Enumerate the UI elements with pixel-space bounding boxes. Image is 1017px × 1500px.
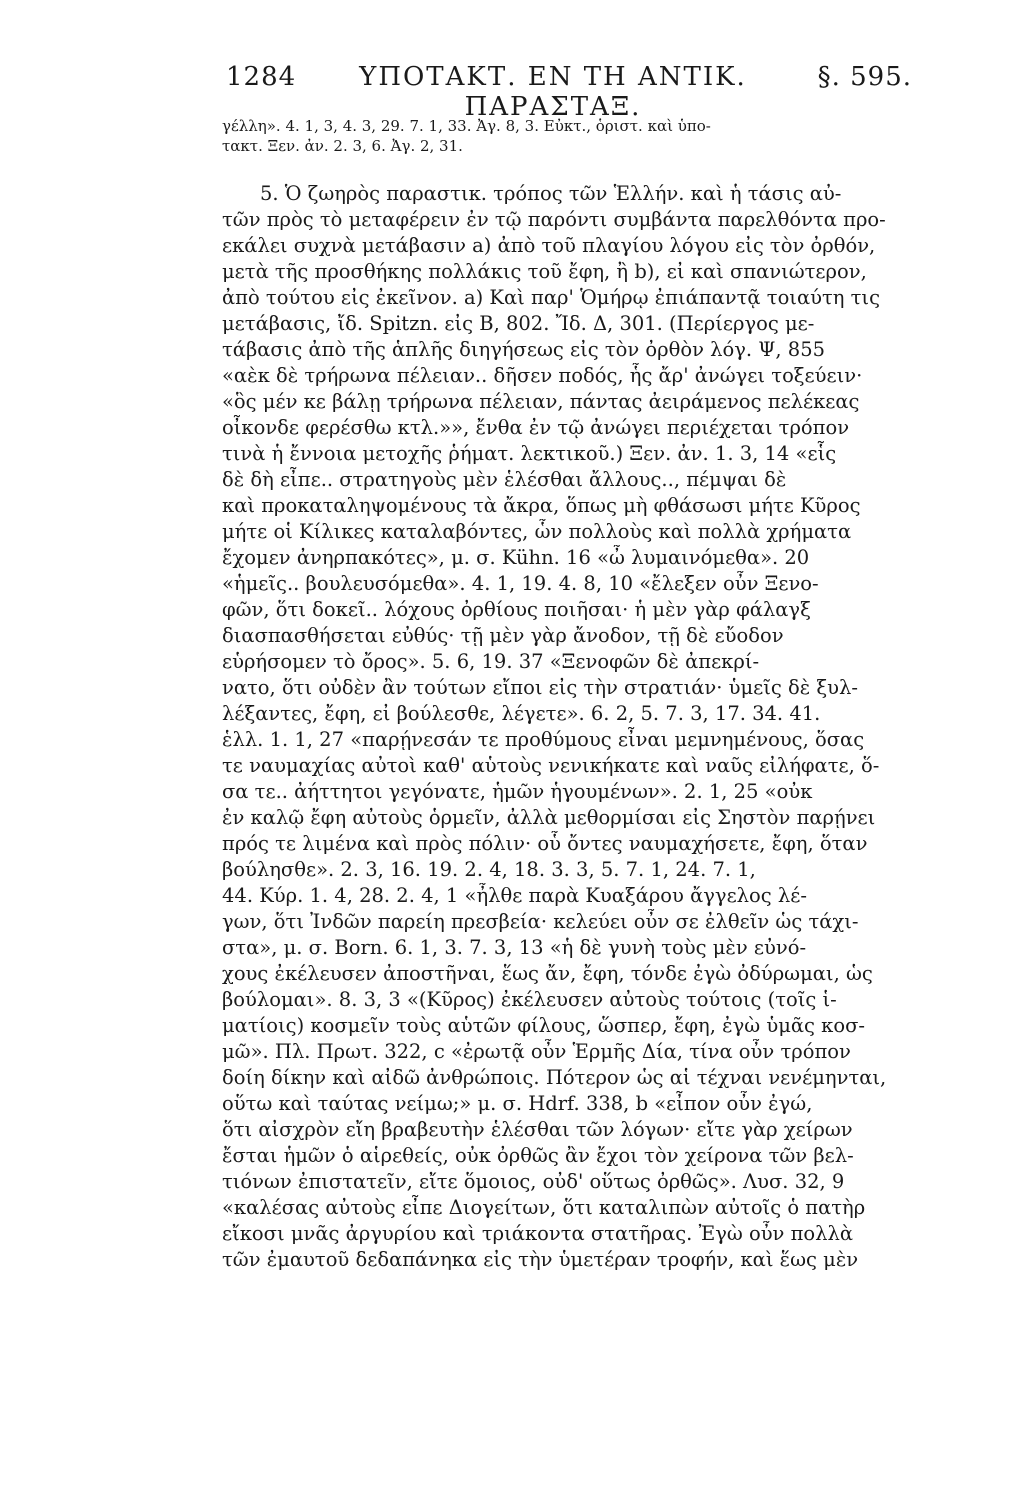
text-line: στα», μ. σ. Born. 6. 1, 3. 7. 3, 13 «ἡ δὲ γυνὴ τοὺς μὲν εὐνό- [222,936,807,959]
text-line: ἐν καλῷ ἔφη αὐτοὺς ὁρμεῖν, ἀλλὰ μεθορμίσαι εἰς Σηστὸν παρῄνει [222,806,876,829]
text-line: δοίη δίκην καὶ αἰδῶ ἀνθρώποις. Πότερον ὡς αἱ τέχναι νενέμηνται, [222,1066,887,1089]
text-line: λέξαντες, ἔφη, εἰ βούλεσθε, λέγετε». 6. 2, 5. 7. 3, 17. 34. 41. [222,702,821,725]
text-line: γων, ὅτι Ἰνδῶν παρείη πρεσβεία· κελεύει οὖν σε ἐλθεῖν ὡς τάχι- [222,910,859,933]
text-line: «αὲκ δὲ τρήρωνα πέλειαν.. δῆσεν ποδός, ἧς ἄρ' ἀνώγει τοξεύειν· [222,364,863,387]
body-text [222,181,912,1299]
text-line [222,1273,912,1299]
text-line: τάβασις ἀπὸ τῆς ἁπλῆς διηγήσεως εἰς τὸν ὀρθὸν λόγ. Ψ, 855 [222,338,826,361]
text-line: ἑλλ. 1. 1, 27 «παρῄνεσάν τε προθύμους εἶναι μεμνημένους, ὅσας [222,728,865,751]
section-reference: §. 595. [817,62,912,92]
text-line: μῶ». Πλ. Πρωτ. 322, c «ἐρωτᾷ οὖν Ἑρμῆς Δία, τίνα οὖν τρόπον [222,1040,851,1063]
text-line: πρός τε λιμένα καὶ πρὸς πόλιν· οὗ ὄντες ναυμαχήσετε, ἔφη, ὅταν [222,832,868,855]
text-line: εὑρήσομεν τὸ ὄρος». 5. 6, 19. 37 «Ξενοφῶν δὲ ἀπεκρί- [222,650,760,673]
text-line: χους ἐκέλευσεν ἀποστῆναι, ἕως ἄν, ἔφη, τόνδε ἐγὼ ὀδύρωμαι, ὡς [222,962,873,985]
text-line: οἶκονδε φερέσθω κτλ.»», ἔνθα ἐν τῷ ἀνώγει περιέχεται τρόπον [222,416,850,439]
text-line: βούλησθε». 2. 3, 16. 19. 2. 4, 18. 3. 3, 5. 7. 1, 24. 7. 1, [222,858,756,881]
intro-citations [222,116,912,156]
text-line: φῶν, ὅτι δοκεῖ.. λόχους ὀρθίους ποιῆσαι· ἡ μὲν γὰρ φάλαγξ [222,598,811,621]
text-line: ἀπὸ τούτου εἰς ἐκεῖνον. a) Καὶ παρ' Ὁμήρῳ ἐπιάπαντᾷ τοιαύτη τις [222,286,881,309]
text-line: βούλομαι». 8. 3, 3 «(Κῦρος) ἐκέλευσεν αὐτοὺς τούτοις (τοῖς ἱ- [222,988,837,1011]
text-line: «ἡμεῖς.. βουλευσόμεθα». 4. 1, 19. 4. 8, 10 «ἔλεξεν οὖν Ξενο- [222,572,819,595]
text-line: τῶν ἐμαυτοῦ δεδαπάνηκα εἰς τὴν ὑμετέραν τροφήν, καὶ ἕως μὲν [222,1248,859,1271]
text-line: μήτε οἱ Κίλικες καταλαβόντες, ὧν πολλοὺς καὶ πολλὰ χρήματα [222,520,852,543]
text-line: μετὰ τῆς προσθήκης πολλάκις τοῦ ἔφη, ἢ b), εἰ καὶ σπανιώτερον, [222,260,867,283]
text-line: 5. Ὁ ζωηρὸς παραστικ. τρόπος τῶν Ἑλλήν. καὶ ἡ τάσις αὐ- [260,182,842,205]
text-line: σα τε.. ἀήττητοι γεγόνατε, ἡμῶν ἡγουμένων». 2. 1, 25 «οὐκ [222,780,813,803]
text-line: ματίοις) κοσμεῖν τοὺς αὑτῶν φίλους, ὥσπερ, ἔφη, ἐγὼ ὑμᾶς κοσ- [222,1014,865,1037]
text-line: ἔχομεν ἀνηρπακότες», μ. σ. Kühn. 16 «ὦ λυμαινόμεθα». 20 [222,546,810,569]
text-line: τινὰ ἡ ἔννοια μετοχῆς ῥήματ. λεκτικοῦ.) Ξεν. ἀν. 1. 3, 14 «εἷς [222,442,837,465]
text-line: νατο, ὅτι οὐδὲν ἂν τούτων εἴποι εἰς τὴν στρατιάν· ὑμεῖς δὲ ξυλ- [222,676,858,699]
text-line: τε ναυμαχίας αὐτοὶ καθ' αὑτοὺς νενικήκατε καὶ ναῦς εἰλήφατε, ὅ- [222,754,880,777]
page-number: 1284 [226,62,297,92]
intro-line: γέλλη». 4. 1, 3, 4. 3, 29. 7. 1, 33. Ἀγ. 8, 3. Εὐκτ., ὁριστ. καὶ ὑπο- [222,117,711,135]
text-line: «ὃς μέν κε βάλῃ τρήρωνα πέλειαν, πάντας ἀειράμενος πελέκεας [222,390,860,413]
text-line: «καλέσας αὐτοὺς εἶπε Διογείτων, ὅτι καταλιπὼν αὐτοῖς ὁ πατὴρ [222,1196,866,1219]
text-line: διασπασθήσεται εὐθύς· τῇ μὲν γὰρ ἄνοδον, τῇ δὲ εὔοδον [222,624,784,647]
text-line: 44. Κύρ. 1. 4, 28. 2. 4, 1 «ἦλθε παρὰ Κυαξάρου ἄγγελος λέ- [222,884,807,907]
text-line: τῶν πρὸς τὸ μεταφέρειν ἐν τῷ παρόντι συμβάντα παρελθόντα προ- [222,208,886,231]
text-line: εκάλει συχνὰ μετάβασιν a) ἀπὸ τοῦ πλαγίου λόγου εἰς τὸν ὀρθόν, [222,234,876,257]
text-line: ἔσται ἡμῶν ὁ αἱρεθείς, οὐκ ὀρθῶς ἂν ἔχοι τὸν χείρονα τῶν βελ- [222,1144,854,1167]
text-line: καὶ προκαταληψομένους τὰ ἄκρα, ὅπως μὴ φθάσωσι μήτε Κῦρος [222,494,861,517]
text-line: οὕτω καὶ ταύτας νείμω;» μ. σ. Hdrf. 338, b «εἶπον οὖν ἐγώ, [222,1092,813,1115]
text-line: εἴκοσι μνᾶς ἀργυρίου καὶ τριάκοντα στατῆρας. Ἐγὼ οὖν πολλὰ [222,1222,854,1245]
intro-line: τακτ. Ξεν. ἀν. 2. 3, 6. Ἀγ. 2, 31. [222,137,463,155]
running-title: ΥΠΟΤΑΚΤ. ΕΝ ΤΗ ΑΝΤΙΚ. ΠΑΡΑΣΤΑΞ. [359,62,747,122]
page-header [226,62,912,122]
text-line: δὲ δὴ εἶπε.. στρατηγοὺς μὲν ἑλέσθαι ἄλλους.., πέμψαι δὲ [222,468,787,491]
text-line: ὅτι αἰσχρὸν εἴη βραβευτὴν ἑλέσθαι τῶν λόγων· εἴτε γὰρ χείρων [222,1118,853,1141]
text-line: τιόνων ἐπιστατεῖν, εἴτε ὅμοιος, οὐδ' οὕτως ὀρθῶς». Λυσ. 32, 9 [222,1170,845,1193]
text-line: μετάβασις, ἴδ. Spitzn. εἰς B, 802. Ἴδ. Δ, 301. (Περίεργος με- [222,312,815,335]
